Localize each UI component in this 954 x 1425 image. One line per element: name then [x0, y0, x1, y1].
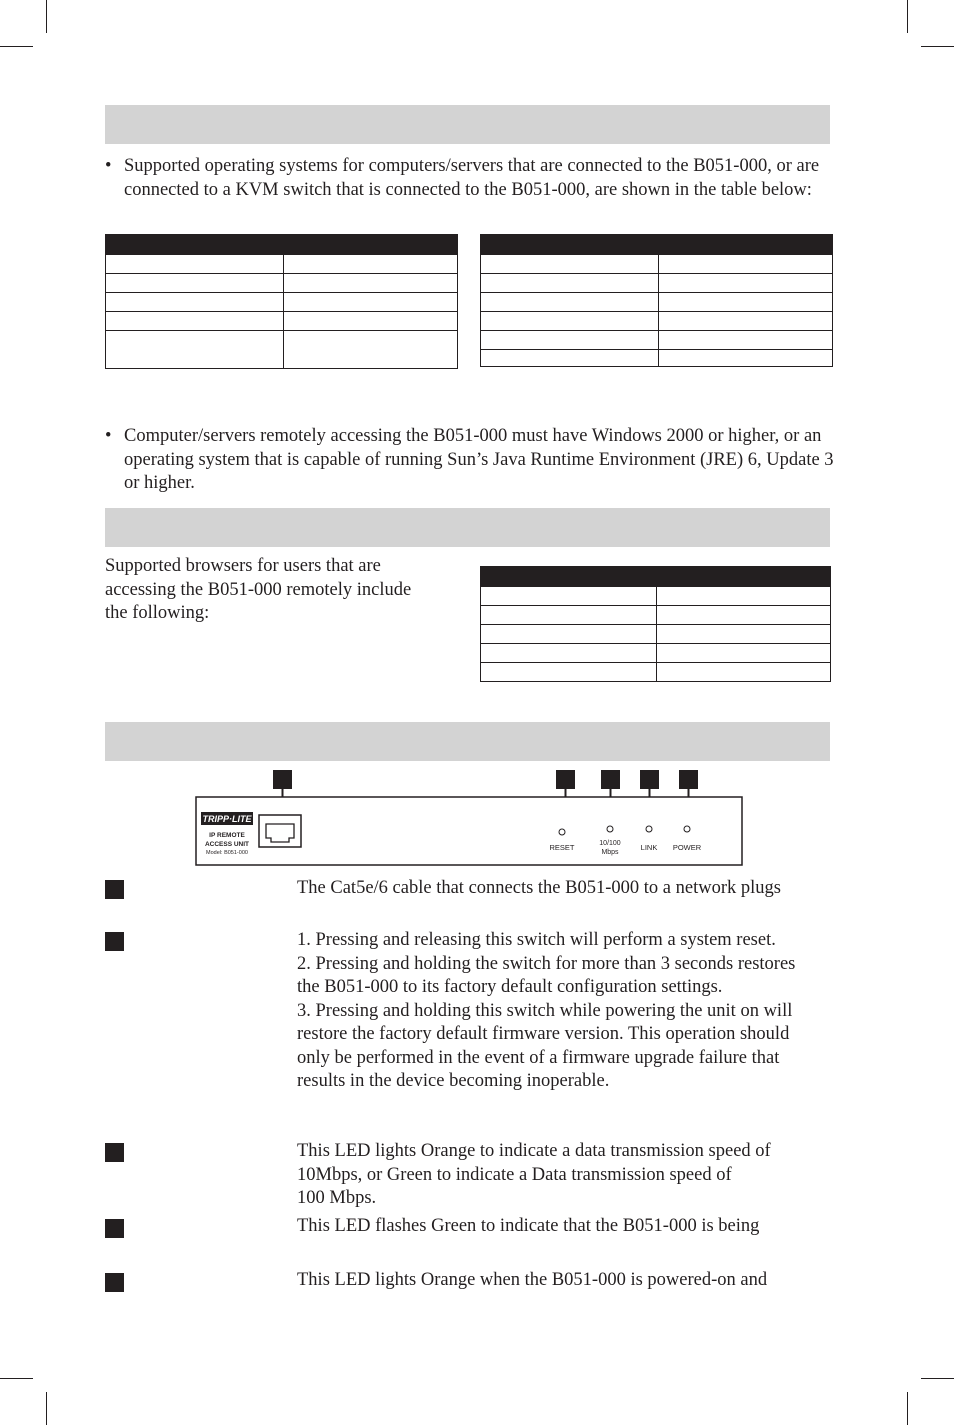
callout-marker	[679, 770, 698, 789]
item-marker	[105, 932, 124, 951]
text-line: The Cat5e/6 cable that connects the B051-000 to a network plugs	[297, 878, 781, 898]
item-marker	[105, 880, 124, 899]
speed-led-icon	[607, 826, 613, 832]
crop-mark	[0, 1378, 33, 1379]
callout-marker	[601, 770, 620, 789]
text-line: accessing the B051-000 remotely include	[105, 579, 412, 600]
device-label-line1: IP REMOTE	[209, 832, 245, 839]
text-line: This LED lights Orange to indicate a data transmission speed of	[297, 1141, 771, 1161]
reset-switch-icon	[559, 829, 565, 835]
power-label: POWER	[672, 843, 702, 852]
bullet: •	[105, 426, 112, 446]
speed-led-description	[297, 1140, 837, 1211]
callout-marker	[273, 770, 292, 789]
speed-label-line1: 10/100	[599, 840, 621, 847]
text-line: the following:	[105, 603, 210, 623]
callout-marker	[556, 770, 575, 789]
item-marker	[105, 1273, 124, 1292]
crop-mark	[921, 1378, 954, 1379]
text-line: This LED flashes Green to indicate that the B051-000 is being	[297, 1216, 760, 1236]
reset-label: RESET	[549, 843, 575, 852]
text-line: 2. Pressing and holding the switch for more than 3 seconds restores	[297, 953, 796, 974]
lan-port-description	[297, 877, 837, 901]
device-label-line2: ACCESS UNIT	[204, 841, 250, 848]
callout-marker	[640, 770, 659, 789]
link-led-description	[297, 1215, 837, 1239]
brand-logo: TRIPP·LITE	[202, 814, 252, 824]
power-led-icon	[684, 826, 690, 832]
power-led-description	[297, 1269, 837, 1293]
item-marker	[105, 1219, 124, 1238]
text-line: 1. Pressing and releasing this switch will perform a system reset.	[297, 930, 776, 950]
crop-mark	[46, 1392, 47, 1425]
text-line: 100 Mbps.	[297, 1188, 377, 1208]
reset-description	[297, 929, 837, 1094]
device-model: Model: B051-000	[206, 850, 248, 856]
crop-mark	[907, 1392, 908, 1425]
link-label: LINK	[640, 843, 658, 852]
remote-access-text: Computer/servers remotely accessing the B051-000 must have Windows 2000 or higher, or an operating system that is capable of running Sun’s Java Runtime Environment (JRE) 6, Update 3 or higher.	[124, 426, 834, 493]
text-line: Supported browsers for users that are	[105, 556, 381, 576]
text-line: the B051-000 to its factory default configuration settings.	[297, 977, 723, 997]
speed-label-line2: Mbps	[601, 849, 619, 856]
text-line: only be performed in the event of a firmware upgrade failure that	[297, 1047, 780, 1068]
link-led-icon	[646, 826, 652, 832]
text-line: 10Mbps, or Green to indicate a Data transmission speed of	[297, 1164, 732, 1185]
text-line: restore the factory default firmware version. This operation should	[297, 1024, 790, 1044]
text-line: 3. Pressing and holding this switch while powering the unit on will	[297, 1000, 793, 1021]
os-support-text: Supported operating systems for computers/servers that are connected to the B051-000, or are connected to a KVM switch that is connected to the B051-000, are shown in the table below:	[124, 156, 820, 200]
bullet: •	[105, 156, 112, 176]
text-line: results in the device becoming inoperable.	[297, 1071, 610, 1091]
text-line: This LED lights Orange when the B051-000 is powered-on and	[297, 1270, 768, 1290]
item-marker	[105, 1143, 124, 1162]
